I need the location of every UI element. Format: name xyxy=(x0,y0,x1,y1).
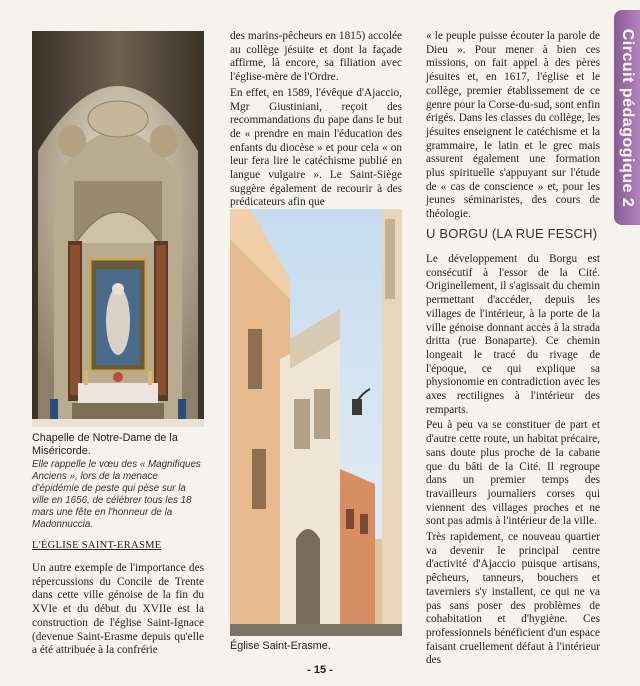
section-saint-erasme-paragraph: Un autre exemple de l'importance des répercussions du Concile de Trente dans cette ville génoise de la fin du XVIe et du début du XVIIe est la construction de l'église Saint-Ignace (devenue Saint-Erasme depuis qu'elle a été attribuée à la confrérie xyxy=(32,562,204,657)
col2-paragraph-1: des marins-pêcheurs en 1815) accolée au collège jésuite et dont la façade affirme, là encore, sa filiation avec l'église-mère de l'Ordre. xyxy=(230,30,402,84)
church-caption: Église Saint-Erasme. xyxy=(230,640,331,652)
section-title-saint-erasme: L'ÉGLISE SAINT-ERASME xyxy=(32,540,162,551)
chapel-photo xyxy=(32,31,204,427)
col2-paragraph-2: En effet, en 1589, l'évêque d'Ajaccio, Mgr Giustiniani, reçoit des recommandations du pape dans le but de « prendre en main l'éducation des enfants du diocèse » et pour cela « on leur fera lire le catéchisme publié en langue vulgaire ». Le Saint-Siège suggère également de recourir à des prédicateurs afin que xyxy=(230,86,402,209)
col3-paragraph-4: Très rapidement, ce nouveau quartier va devenir le principal centre d'activité d'Ajaccio puisque artisans, pêcheurs, tanneurs, bouchers et taverniers s'y installent, ce qui ne va pas sans poser des problèmes de cohabitation et d'hygiène. Ces professionnels bénéficient d'un espace faisant cruellement défaut à l'intérieur des xyxy=(426,531,600,667)
col3-paragraph-3: Peu à peu va se constituer de part et d'autre cette route, un habitat précaire, sans doute plus proche de la cabane que du bâti de la Cité. Il regroupe dans un premier temps des travailleurs journaliers corses qui viennent des villages proches et ne sont pas admis à l'intérieur de la ville. xyxy=(426,419,600,528)
col3-paragraph-1: « le peuple puisse écouter la parole de Dieu ». Pour mener à bien ces missions, on fait appel à des pères jésuites et, en 1617, l'église et le collège, premier établissement de ce genre pour la Corse-du-sud, sont enfin érigés. Dans les classes du collège, les jésuites enseignent le catéchisme et la grammaire, le latin et le grec mais assurent également une formation plus spirituelle s'appuyant sur l'étude de « cas de conscience » et, pour les jeunes séminaristes, des cours de théologie. xyxy=(426,30,600,221)
col3-paragraph-2: Le développement du Borgu est consécutif à l'essor de la Cité. Originellement, il s'agissait du chemin permettant d'accéder, depuis les villages de l'intérieur, à la porte de la ville génoise donnant accès à la strada dritta (rue Bonaparte). Ce chemin longeait le tracé du rivage de l'époque, ce qui explique sa physionomie en contradiction avec les axes rectilignes à l'intérieur des remparts. xyxy=(426,253,600,416)
church-saint-erasme-photo xyxy=(230,209,402,636)
chapter-side-tab xyxy=(614,10,640,225)
page-number: - 15 - xyxy=(307,664,333,676)
chapel-caption-text: Elle rappelle le vœu des « Magnifiques Anciens », lors de la menace d'épidémie de peste qui pèse sur la ville en 1656, de célébrer tous les 18 mars une fête en l'honneur de la Madonnuccia. xyxy=(32,459,201,530)
section-title-u-borgu: U BORGU (LA RUE FESCH) xyxy=(426,226,598,241)
chapter-tab-label: Circuit pédagogique 2 xyxy=(619,28,636,207)
chapel-caption-title: Chapelle de Notre-Dame de la Miséricorde. xyxy=(32,432,178,457)
